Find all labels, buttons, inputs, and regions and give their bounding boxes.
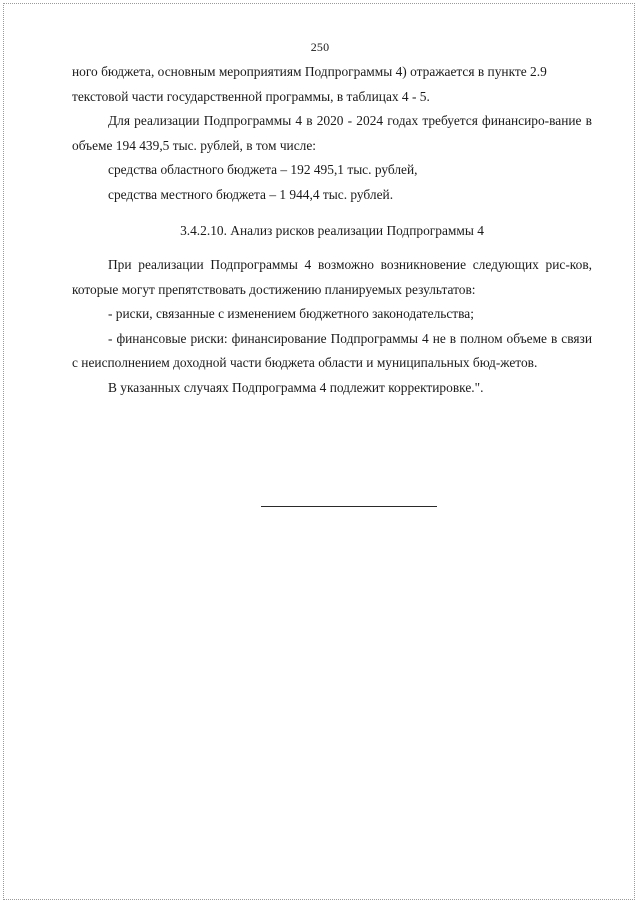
paragraph-continuation-line-2: текстовой части государственной программы, в таблицах 4 - 5. bbox=[72, 88, 430, 104]
paragraph-regional-budget: средства областного бюджета – 192 495,1 тыс. рублей, bbox=[108, 162, 418, 177]
section-heading: 3.4.2.10. Анализ рисков реализации Подпрограммы 4 bbox=[180, 223, 484, 238]
paragraph-continuation-line-1: ного бюджета, основным мероприятиям Подпрограммы 4) отражается в пункте 2.9 bbox=[72, 64, 547, 79]
paragraph-correction: В указанных случаях Подпрограмма 4 подлежит корректировке.". bbox=[108, 379, 484, 395]
paragraph-financing: Для реализации Подпрограммы 4 в 2020 - 2024 годах требуется финансиро-вание в объеме 194 439,5 тыс. рублей, в том числе: bbox=[72, 113, 592, 153]
paragraph-risk-financial: - финансовые риски: финансирование Подпрограммы 4 не в полном объеме в связи с неисполнением доходной части бюджета области и муниципальных бюд-жетов. bbox=[72, 330, 592, 370]
paragraph-local-budget: средства местного бюджета – 1 944,4 тыс. рублей. bbox=[108, 186, 394, 202]
paragraph-risk-legislation: - риски, связанные с изменением бюджетного законодательства; bbox=[108, 306, 474, 321]
paragraph-risks-intro: При реализации Подпрограммы 4 возможно возникновение следующих рис-ков, которые могут препятствовать достижению планируемых результатов: bbox=[72, 257, 592, 297]
closing-divider-line bbox=[261, 506, 437, 507]
document-body bbox=[72, 60, 592, 400]
page-number: 250 bbox=[310, 40, 330, 54]
